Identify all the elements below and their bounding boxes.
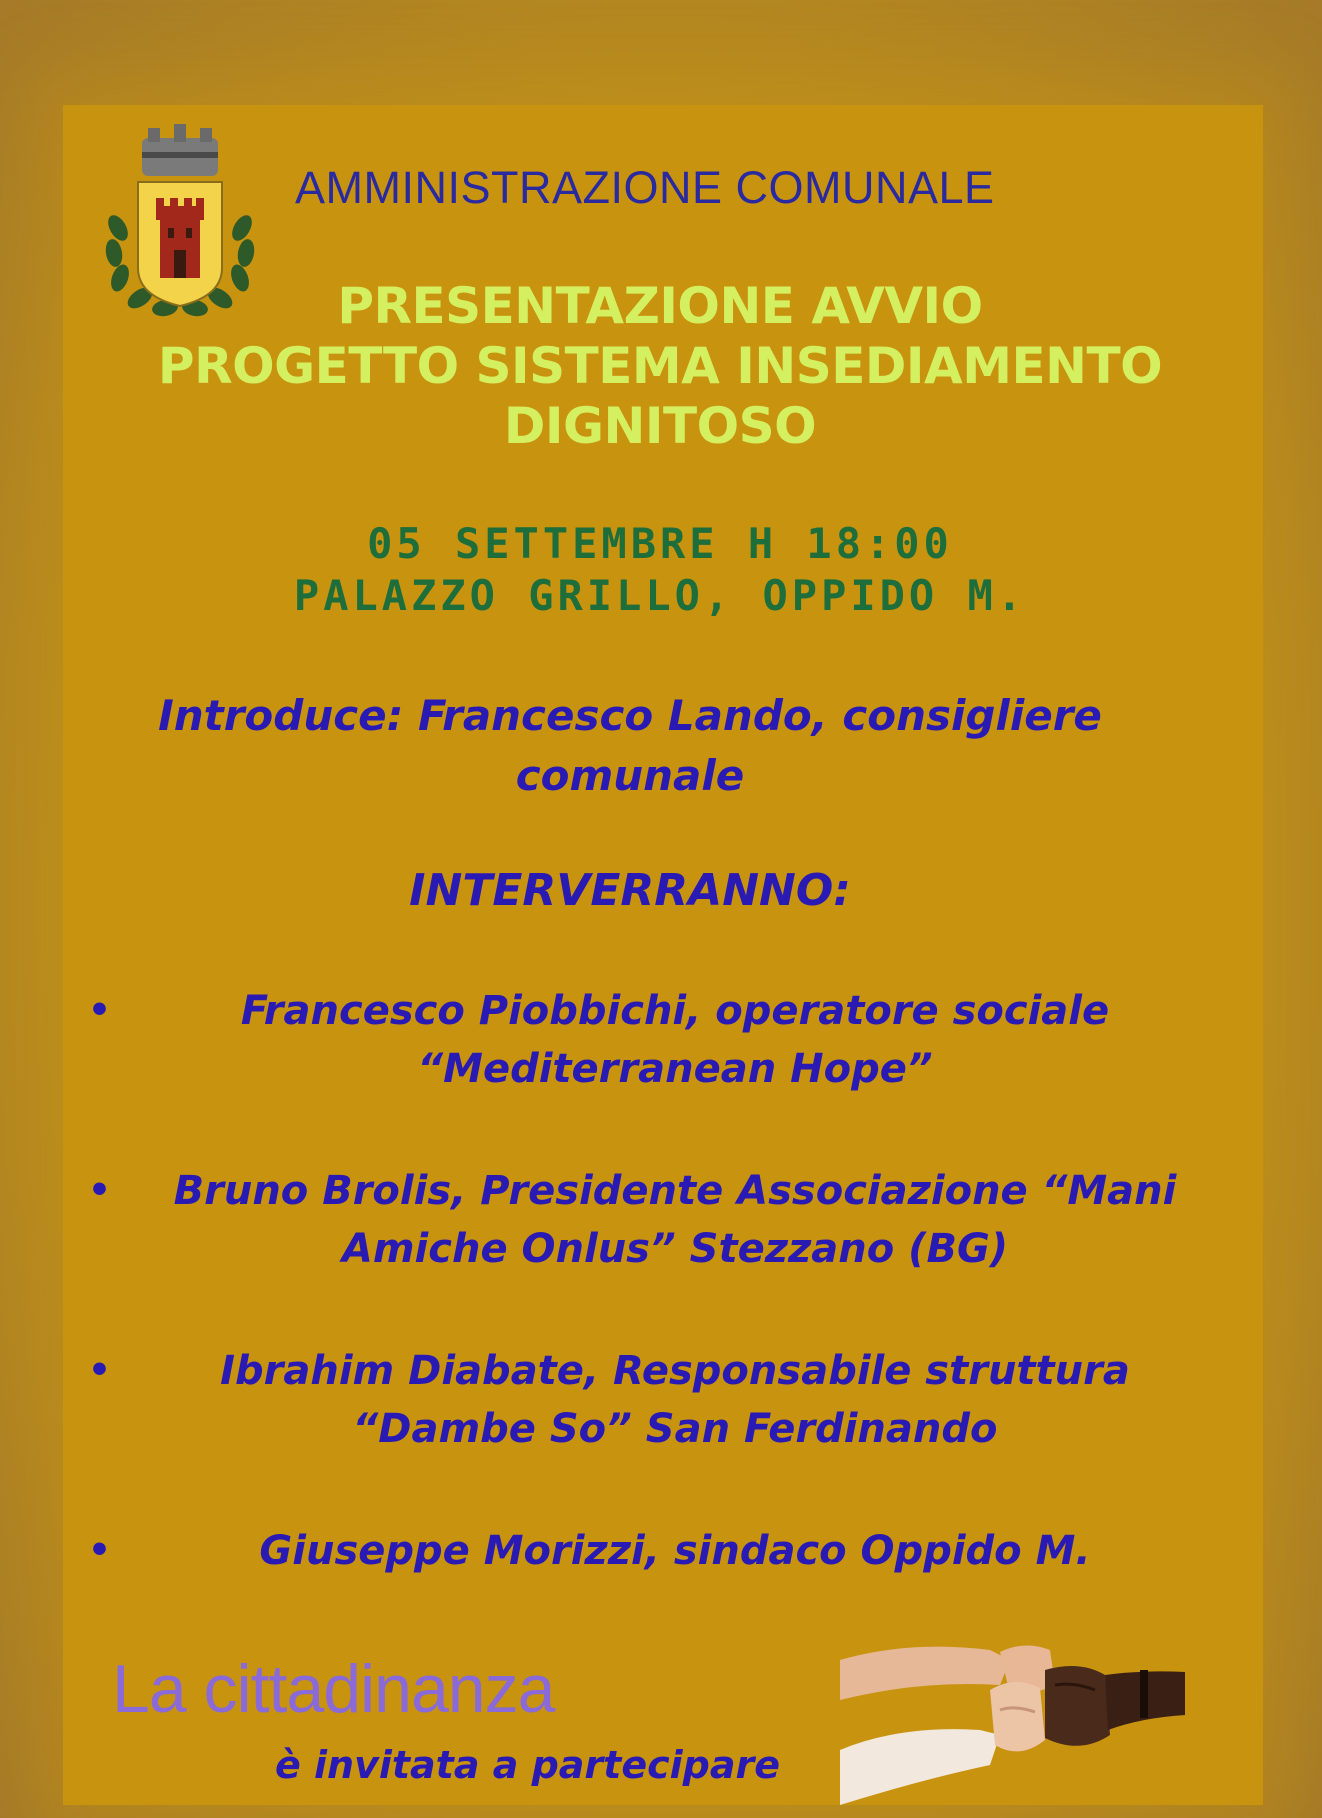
speaker-line: Bruno Brolis, Presidente Associazione “Mani	[173, 1168, 1177, 1214]
event-date-time: 05 SETTEMBRE H 18:00	[367, 519, 953, 568]
speaker-item	[80, 1162, 1230, 1278]
intro-line: comunale	[515, 751, 745, 800]
speaker-line: Ibrahim Diabate, Responsabile struttura	[220, 1348, 1130, 1394]
fist-bump-image	[840, 1630, 1185, 1805]
speaker-line: “Dambe So” San Ferdinando	[352, 1406, 998, 1452]
bullet-icon: •	[88, 990, 112, 1031]
title-line: PROGETTO SISTEMA INSEDIAMENTO	[157, 337, 1163, 395]
introduction	[120, 686, 1140, 806]
speaker-line: Amiche Onlus” Stezzano (BG)	[341, 1226, 1009, 1272]
event-details	[200, 518, 1120, 622]
footer-headline: La cittadinanza	[112, 1651, 555, 1727]
speakers-heading: INTERVERRANNO:	[409, 865, 851, 916]
event-title	[110, 276, 1210, 456]
speaker-item	[80, 1522, 1230, 1580]
bullet-icon: •	[88, 1530, 112, 1571]
speaker-line: Francesco Piobbichi, operatore sociale	[240, 988, 1110, 1034]
event-location: PALAZZO GRILLO, OPPIDO M.	[293, 571, 1027, 620]
bullet-icon: •	[88, 1350, 112, 1391]
footer-invitation: è invitata a partecipare	[275, 1743, 781, 1787]
title-line: DIGNITOSO	[503, 397, 817, 455]
bullet-icon: •	[88, 1170, 112, 1211]
intro-line: Introduce: Francesco Lando, consigliere	[158, 691, 1102, 740]
speaker-line: Giuseppe Morizzi, sindaco Oppido M.	[259, 1528, 1091, 1574]
speaker-line: “Mediterranean Hope”	[417, 1046, 933, 1092]
speaker-item	[80, 982, 1230, 1098]
title-line: PRESENTAZIONE AVVIO	[337, 277, 983, 335]
speaker-item	[80, 1342, 1230, 1458]
organization-header: AMMINISTRAZIONE COMUNALE	[295, 162, 995, 213]
